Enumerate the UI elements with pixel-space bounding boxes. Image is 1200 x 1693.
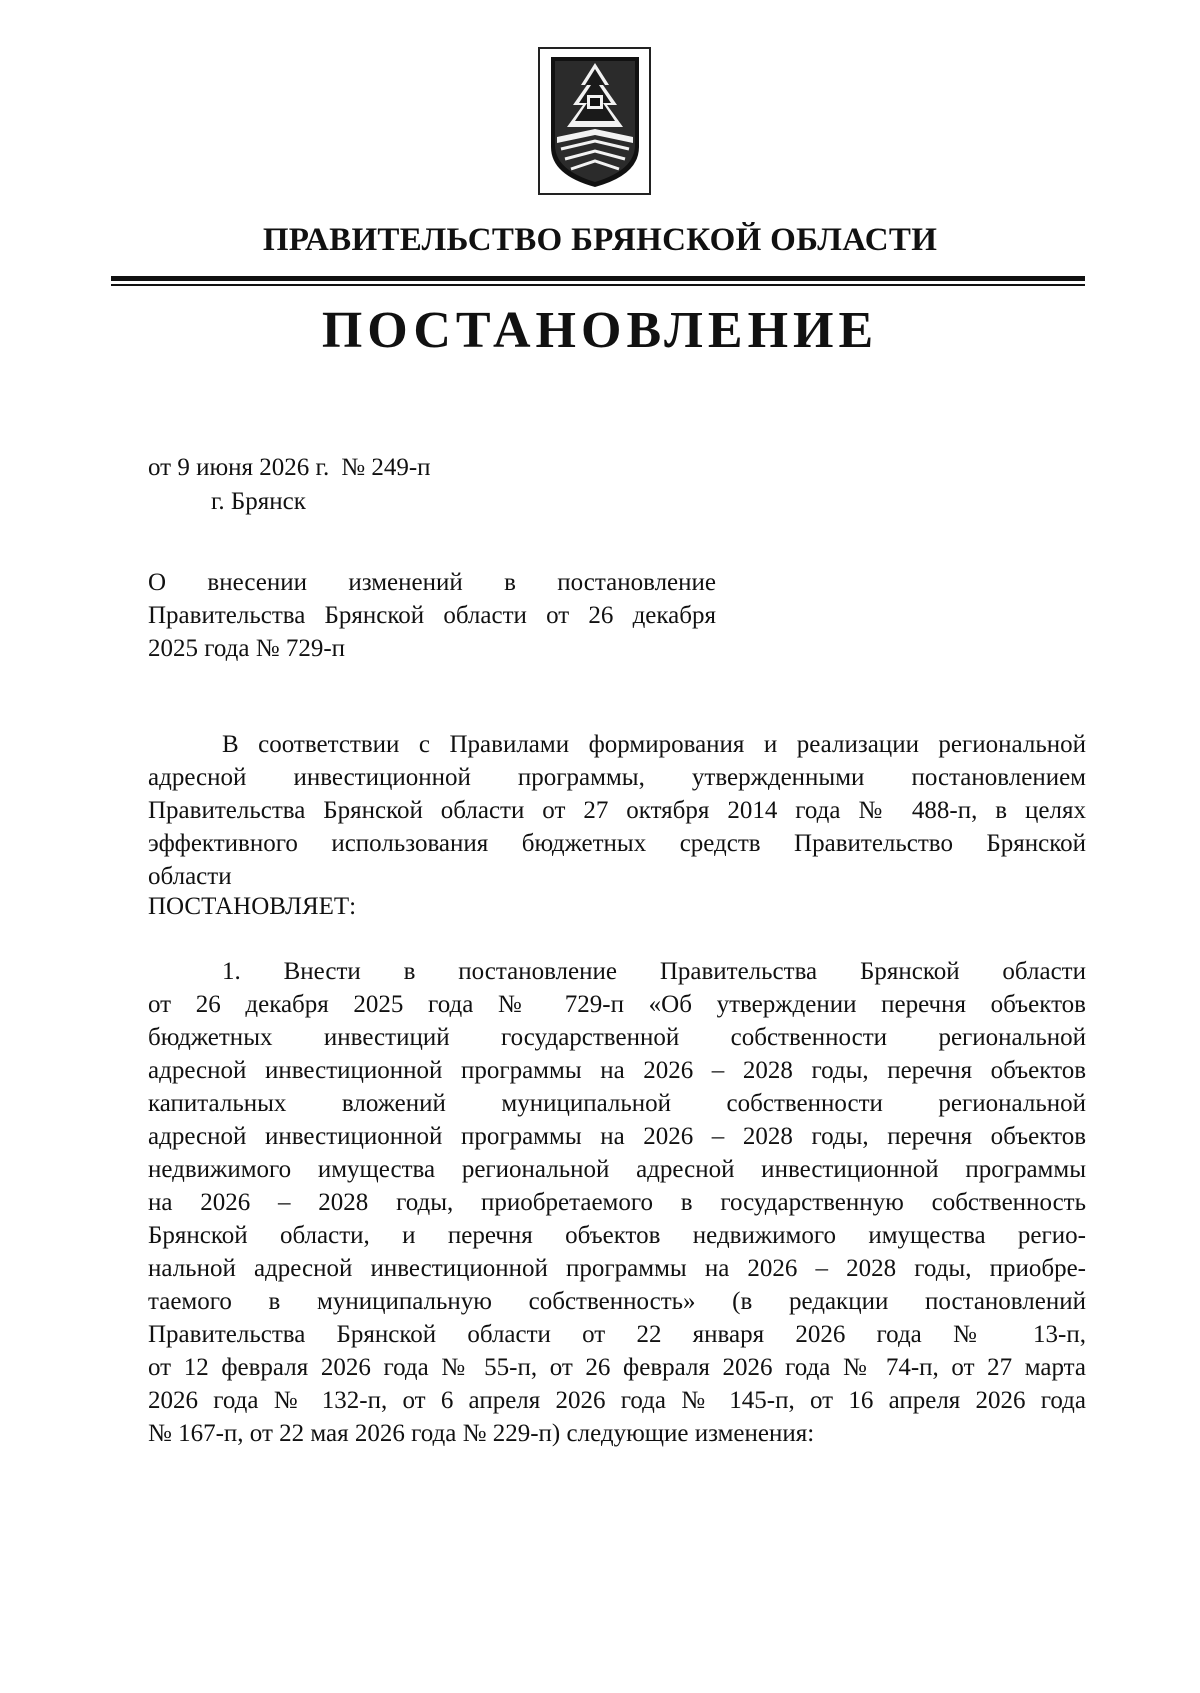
item-1-line: 1. Внести в постановление Правительства Брянской области — [222, 958, 1086, 985]
item-1-line: нальной адресной инвестиционной программы на 2026 – 2028 годы, приобре- — [148, 1255, 1086, 1282]
document-subject — [148, 566, 716, 665]
preamble-line: Правительства Брянской области от 27 октября 2014 года № 488-п, в целях — [148, 797, 1086, 824]
item-1-line: недвижимого имущества региональной адресной инвестиционной программы — [148, 1156, 1086, 1183]
item-1-line: капитальных вложений муниципальной собственности региональной — [148, 1090, 1086, 1117]
item-1-line: адресной инвестиционной программы на 2026 – 2028 годы, перечня объектов — [148, 1057, 1086, 1084]
item-1-line: Правительства Брянской области от 22 января 2026 года № 13-п, — [148, 1321, 1086, 1348]
preamble-line: В соответствии с Правилами формирования и реализации региональной — [222, 731, 1086, 758]
header-divider-thin — [111, 284, 1085, 286]
document-type-title: ПОСТАНОВЛЕНИЕ — [321, 302, 879, 359]
document-date: от 9 июня 2026 г. — [148, 454, 330, 481]
preamble-line: области — [148, 863, 232, 890]
item-1-line: адресной инвестиционной программы на 2026 – 2028 годы, перечня объектов — [148, 1123, 1086, 1150]
document-number: № 249-п — [341, 454, 431, 481]
subject-line: О внесении изменений в постановление — [148, 569, 716, 596]
coat-of-arms-frame — [538, 47, 651, 195]
preamble-line: эффективного использования бюджетных средств Правительство Брянской — [148, 830, 1086, 857]
preamble-line: адресной инвестиционной программы, утвержденными постановлением — [148, 764, 1086, 791]
subject-line: Правительства Брянской области от 26 декабря — [148, 602, 716, 629]
item-1-line: таемого в муниципальную собственность» (в редакции постановлений — [148, 1288, 1086, 1315]
subject-line: 2025 года № 729-п — [148, 635, 346, 662]
brjansk-coat-of-arms-icon — [547, 55, 643, 189]
item-1-line: Брянской области, и перечня объектов недвижимого имущества регио- — [148, 1222, 1086, 1249]
item-1-line: 2026 года № 132-п, от 6 апреля 2026 года № 145-п, от 16 апреля 2026 года — [148, 1387, 1086, 1414]
preamble-paragraph — [148, 728, 1086, 893]
document-date-line — [148, 454, 431, 482]
item-1-line: № 167-п, от 22 мая 2026 года № 229-п) следующие изменения: — [148, 1420, 815, 1447]
item-1-line: бюджетных инвестиций государственной собственности региональной — [148, 1024, 1086, 1051]
header-divider-thick — [111, 276, 1085, 281]
item-1-line: от 12 февраля 2026 года № 55-п, от 26 февраля 2026 года № 74-п, от 27 марта — [148, 1354, 1086, 1381]
decree-word: ПОСТАНОВЛЯЕТ: — [148, 893, 357, 920]
item-1-line: на 2026 – 2028 годы, приобретаемого в государственную собственность — [148, 1189, 1086, 1216]
government-name: ПРАВИТЕЛЬСТВО БРЯНСКОЙ ОБЛАСТИ — [262, 222, 938, 258]
item-1-paragraph — [148, 955, 1086, 1450]
item-1-line: от 26 декабря 2025 года № 729-п «Об утверждении перечня объектов — [148, 991, 1086, 1018]
document-city: г. Брянск — [211, 488, 306, 515]
